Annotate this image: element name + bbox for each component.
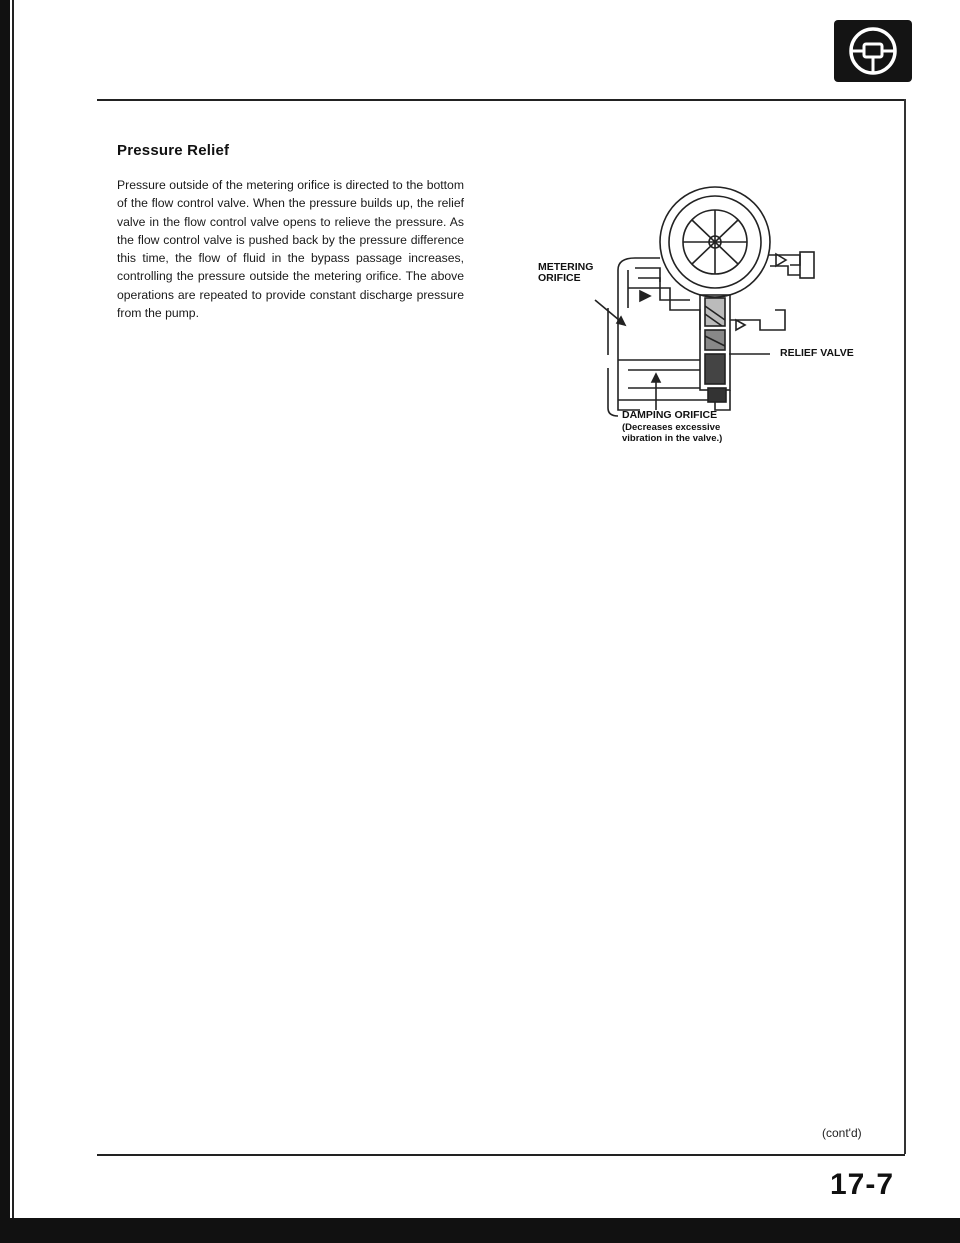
footer-rule	[97, 1154, 905, 1156]
continued-note: (cont'd)	[822, 1126, 862, 1140]
relief-valve-label: RELIEF VALVE	[780, 347, 854, 359]
damping-orifice-note-line2: vibration in the valve.)	[622, 433, 723, 444]
header-rule	[97, 99, 905, 101]
damping-orifice-note-line1: (Decreases excessive	[622, 422, 721, 433]
metering-orifice-label-line2: ORIFICE	[538, 272, 581, 284]
page-number: 17-7	[830, 1168, 895, 1201]
page-binding-bar	[0, 0, 10, 1243]
power-steering-pump-diagram	[500, 170, 880, 460]
metering-orifice-label-line1: METERING	[538, 261, 594, 273]
steering-wheel-icon	[834, 20, 912, 82]
right-margin-rule	[904, 99, 906, 1154]
damping-orifice-label: DAMPING ORIFICE	[622, 409, 718, 421]
page-bottom-band	[0, 1218, 960, 1243]
section-title: Pressure Relief	[117, 142, 230, 159]
section-body-text: Pressure outside of the metering orifice is directed to the bottom of the flow control valve. When the pressure builds up, the relief valve in the flow control valve opens to relieve the pressure. As the flow control valve is pushed back by the pressure difference this time, the flow of fluid in the bypass passage increases, controlling the pressure outside the metering orifice. The above operations are repeated to provide constant discharge pressure from the pump.	[117, 178, 464, 321]
page-binding-line	[12, 0, 14, 1243]
